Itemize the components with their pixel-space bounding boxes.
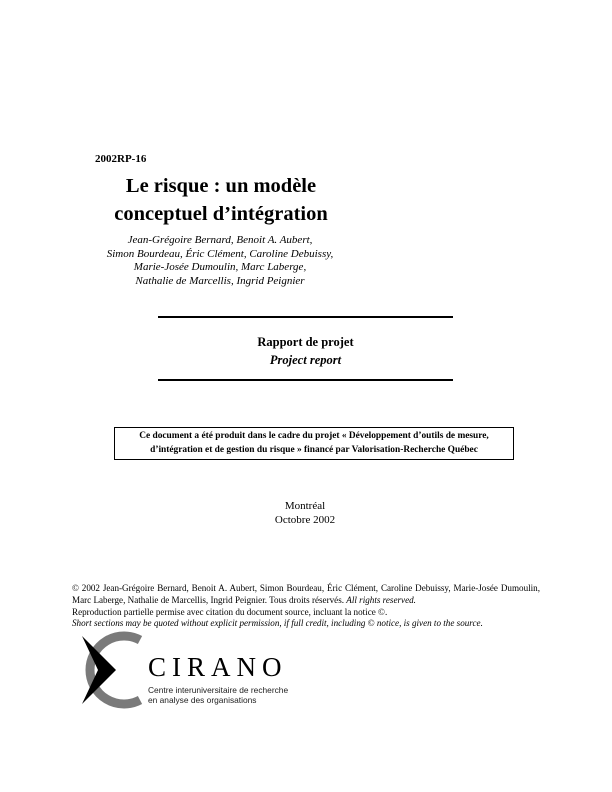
logo-tagline-line-1: Centre interuniversitaire de recherche [148, 685, 289, 695]
author-line: Nathalie de Marcellis, Ingrid Peignier [135, 274, 305, 287]
english-notice: Short sections may be quoted without explicit permission, if full credit, including © notice, is given to the source. [72, 618, 483, 629]
cirano-logo [80, 626, 380, 710]
author-line: Marie-Josée Dumoulin, Marc Laberge, [133, 261, 307, 274]
divider-bottom [158, 379, 453, 381]
author-line: Jean-Grégoire Bernard, Benoit A. Aubert, [127, 234, 313, 246]
document-title [90, 172, 352, 228]
report-type-english: Project report [269, 353, 342, 367]
rights-reserved-english: All rights reserved. [346, 594, 416, 605]
project-note-line-2: d’intégration et de gestion du risque » financé par Valorisation-Recherche Québec [150, 445, 478, 455]
project-funding-note [114, 427, 514, 460]
author-list [60, 234, 380, 288]
logo-tagline [148, 686, 288, 705]
reproduction-notice: Reproduction partielle permise avec citation du document source, incluant la notice ©. [72, 606, 388, 617]
report-type-french: Rapport de projet [257, 335, 354, 349]
project-note-line-1: Ce document a été produit dans le cadre du projet « Développement d’outils de mesure, [139, 431, 489, 441]
title-line-1: Le risque : un modèle [125, 175, 317, 197]
logo-name: CIRANO [148, 652, 288, 682]
divider-top [158, 316, 453, 318]
copyright-text: © 2002 Jean-Grégoire Bernard, Benoit A. Aubert, Simon Bourdeau, Éric Clément, Caroline Debuissy, Marie-Josée Dumoulin, Marc Laberge, Nathalie de Marcellis, Ingrid Peignier. Tous droits réservés. [72, 583, 540, 605]
title-line-2: conceptuel d’intégration [114, 203, 328, 225]
author-line: Simon Bourdeau, Éric Clément, Caroline Debuissy, [106, 247, 334, 260]
place-and-date [245, 500, 365, 527]
report-type [158, 333, 453, 369]
copyright-notice [72, 583, 540, 630]
date: Octobre 2002 [274, 513, 336, 526]
cirano-logo-mark-icon [80, 626, 150, 710]
copyright-french [72, 583, 540, 607]
report-number: 2002RP-16 [95, 153, 147, 165]
place: Montréal [284, 500, 326, 512]
logo-tagline-line-2: en analyse des organisations [148, 694, 257, 705]
